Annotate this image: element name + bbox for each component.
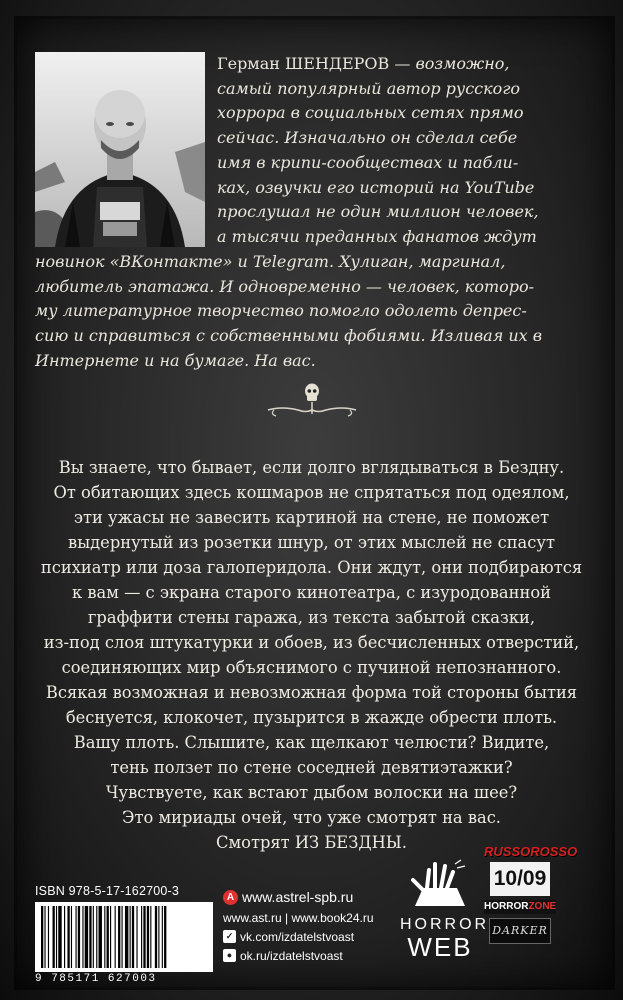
- ok-link[interactable]: ok.ru/izdatelstvoast: [240, 948, 343, 963]
- isbn-label: ISBN 978-5-17-162700-3: [35, 884, 180, 898]
- blurb-line: От обитающих здесь кошмаров не спрятаться под одеялом,: [53, 483, 570, 502]
- author-bio-top: [217, 52, 570, 250]
- horrorzone-a: HORROR: [484, 901, 529, 912]
- blurb-line: психиатр или доза галоперидола. Они ждут, они подбираются: [40, 558, 583, 577]
- bio-line: му литературное творчество помогло одолеть депрес-: [35, 301, 527, 321]
- blurb-line: Это мириады очей, что уже смотрят на вас.: [122, 808, 501, 827]
- bio-line: ках, озвучки его историй на YouTube: [217, 177, 535, 197]
- blurb-line: Вы знаете, что бывает, если долго вглядываться в Бездну.: [58, 458, 565, 477]
- bio-line: имя в крипи-сообществах и пабли-: [217, 152, 519, 172]
- ok-link-row[interactable]: [223, 946, 393, 965]
- blurb-text: [40, 455, 583, 855]
- series-horror: HORROR: [400, 916, 490, 933]
- barcode-icon: [35, 902, 213, 972]
- vk-icon: ✓: [223, 930, 236, 943]
- bio-line: а тысячи преданных фанатов ждут: [217, 226, 537, 246]
- author-bio-bottom: [35, 250, 570, 374]
- shop-links[interactable]: www.ast.ru | www.book24.ru: [223, 910, 374, 925]
- blurb-line: Смотрят ИЗ БЕЗДНЫ.: [216, 833, 407, 852]
- author-photo-image: [35, 52, 205, 247]
- blurb-line: беснуется, клокочет, пузырится в жажде обрести плоть.: [65, 708, 558, 727]
- astrel-link[interactable]: www.astrel-spb.ru: [242, 889, 354, 905]
- shop-links-row[interactable]: [223, 908, 393, 927]
- horror-web-series-logo: [400, 858, 490, 962]
- isbn-barcode: [35, 902, 213, 972]
- blurb-line: выдернутый из розетки шнур, от этих мыслей не спасут: [68, 533, 555, 552]
- author-photo: [35, 52, 205, 247]
- darker-logo: DARKER: [489, 918, 551, 944]
- vk-link[interactable]: vk.com/izdatelstvoast: [240, 929, 355, 944]
- blurb-line: Всякая возможная и невозможная форма той стороны бытия: [45, 683, 578, 702]
- astrel-logo-icon: А: [223, 890, 238, 905]
- bio-line: самый популярный автор русского: [217, 78, 521, 98]
- blurb-line: соединяющих мир объяснимого с пучиной непознанного.: [61, 658, 562, 677]
- bio-line: прослушал не один миллион человек,: [217, 202, 539, 222]
- bio-line: новинок «ВКонтакте» и Telegram. Хулиган, маргинал,: [35, 252, 506, 271]
- series-web: WEB: [407, 932, 473, 962]
- blurb-line: Вашу плоть. Слышите, как щелкают челюсти? Видите,: [73, 733, 550, 752]
- hand-in-web-icon: [405, 858, 475, 908]
- author-name: Герман ШЕНДЕРОВ: [217, 54, 390, 73]
- blurb-line: к вам — с экрана старого кинотеатра, с изуродованной: [72, 583, 551, 602]
- horrorzone-b: ZONE: [528, 901, 557, 912]
- bio-line: сейчас. Изначально он сделал себе: [217, 128, 518, 148]
- astrel-link-row[interactable]: [223, 886, 393, 908]
- bio-line: — возможно,: [394, 54, 510, 73]
- bio-line: Интернете и на бумаге. На вас.: [35, 350, 316, 370]
- blurb-line: из-под слоя штукатурки и обоев, из бесчисленных отверстий,: [43, 633, 580, 652]
- blurb-line: Чувствуете, как встают дыбом волоски на шее?: [105, 783, 518, 802]
- publisher-links: [223, 886, 393, 965]
- horrorzone-logo: [484, 900, 556, 914]
- russorosso-logo: RUSSOROSSO: [484, 844, 578, 859]
- bio-line: сию и справиться с собственными фобиями. Изливая их в: [35, 326, 543, 346]
- blurb-line: эти ужасы не завесить картиной на стене, не поможет: [73, 508, 550, 527]
- blurb-line: граффити стены гаража, из текста забытой сказки,: [87, 608, 536, 627]
- bio-line: любитель эпатажа. И одновременно — человек, которо-: [35, 276, 535, 296]
- isbn-digits: 9 785171 627003: [35, 973, 157, 985]
- publisher-logos: [484, 844, 578, 944]
- ok-icon: ●: [223, 949, 236, 962]
- blurb-line: тень ползет по стене соседней девятиэтажки?: [110, 758, 513, 777]
- skull-ornament-icon: [262, 380, 362, 420]
- vk-link-row[interactable]: [223, 927, 393, 946]
- 1009-logo: 10/09: [490, 862, 550, 896]
- bio-line: хоррора в социальных сетях прямо: [217, 103, 524, 123]
